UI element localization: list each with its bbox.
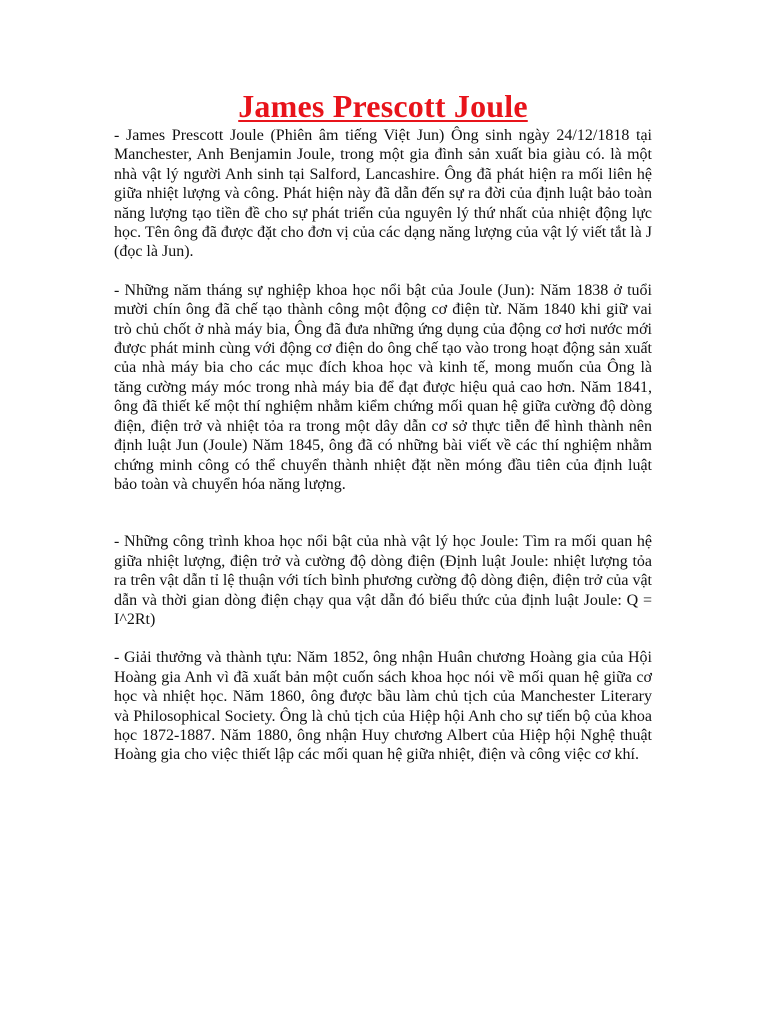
paragraph-awards: - Giải thưởng và thành tựu: Năm 1852, ông nhận Huân chương Hoàng gia của Hội Hoàng gia Anh vì đã xuất bản một cuốn sách khoa học nói về mối quan hệ giữa cơ học và nhiệt học. Năm 1860, ông được bầu làm chủ tịch của Manchester Literary và Philosophical Society. Ông là chủ tịch của Hiệp hội Anh cho sự tiến bộ của khoa học 1872-1887. Năm 1880, ông nhận Huy chương Albert của Hiệp hội Nghệ thuật Hoàng gia cho việc thiết lập các mối quan hệ giữa nhiệt, điện và công việc cơ khí.: [114, 649, 652, 764]
paragraph-career: - Những năm tháng sự nghiệp khoa học nổi bật của Joule (Jun): Năm 1838 ở tuổi mười chín ông đã chế tạo thành công một động cơ điện từ. Năm 1840 khi giữ vai trò chủ chốt ở nhà máy bia, Ông đã đưa những ứng dụng của động cơ hơi nước mới được phát minh cùng với động cơ điện do ông chế tạo vào trong hoạt động sản xuất của nhà máy bia cho các mục đích khoa học và kinh tế, mong muốn của Ông là tăng cường máy móc trong nhà máy bia để đạt được hiệu quả cao hơn. Năm 1841, ông đã thiết kế một thí nghiệm nhằm kiểm chứng mối quan hệ giữa cường độ dòng điện, điện trở và nhiệt tỏa ra trong một dây dẫn cơ sở thực tiễn để hình thành nên định luật Jun (Joule) Năm 1845, ông đã có những bài viết về các thí nghiệm nhằm chứng minh công có thể chuyển thành nhiệt đặt nền móng đầu tiên của định luật bảo toàn và chuyển hóa năng lượng.: [114, 281, 652, 493]
document-title: James Prescott Joule: [238, 88, 528, 124]
document-page: [114, 86, 652, 765]
paragraph-biography: - James Prescott Joule (Phiên âm tiếng Việt Jun) Ông sinh ngày 24/12/1818 tại Manchester, Anh Benjamin Joule, trong một gia đình sản xuất bia giàu có. là một nhà vật lý người Anh sinh tại Salford, Lancashire. Ông đã phát hiện ra mối liên hệ giữa nhiệt lượng và công. Phát hiện này đã dẫn đến sự ra đời của định luật bảo toàn năng lượng tạo tiền đề cho sự phát triển của nguyên lý thứ nhất của nhiệt động lực học. Tên ông đã được đặt cho đơn vị của các dạng năng lượng của vật lý viết tắt là J (đọc là Jun).: [114, 127, 652, 261]
paragraph-works: - Những công trình khoa học nổi bật của nhà vật lý học Joule: Tìm ra mối quan hệ giữa nhiệt lượng, điện trở và cường độ dòng điện (Định luật Joule: nhiệt lượng tỏa ra trên vật dẫn tỉ lệ thuận với tích bình phương cường độ dòng điện, điện trở của vật dẫn và thời gian dòng điện chạy qua vật dẫn đó biểu thức của định luật Joule: Q = I^2Rt): [114, 533, 652, 628]
